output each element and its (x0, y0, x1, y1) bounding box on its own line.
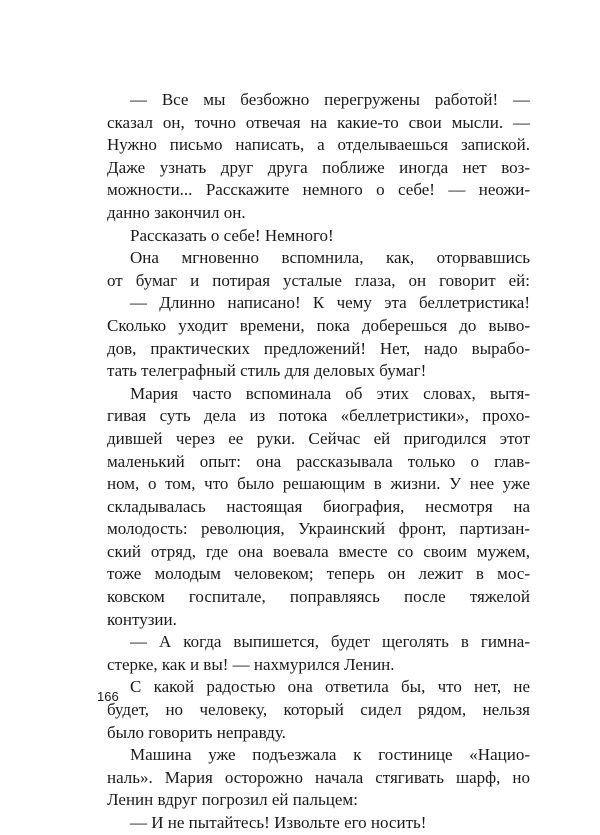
text-line: данно закончил он. (107, 202, 246, 222)
text-line: было говорить неправду. (107, 722, 286, 742)
text-line: наль». Мария осторожно начала стягивать шарф, но (107, 767, 530, 787)
text-line: гивая суть дела из потока «беллетристики», прохо- (107, 406, 530, 426)
body-text (107, 89, 530, 835)
text-line: можности... Расскажите немного о себе! — неожи- (107, 180, 530, 200)
text-line: Сколько уходит времени, пока доберешься до выво- (107, 315, 530, 335)
text-line: стерке, как и вы! — нахмурился Ленин. (107, 654, 395, 674)
text-line: — Все мы безбожно перегружены работой! — (130, 90, 530, 109)
text-line: будет, но человеку, который сидел рядом, нельзя (107, 700, 530, 720)
text-line: Мария часто вспоминала об этих словах, вытя- (130, 383, 530, 403)
text-line: — Длинно написано! К чему эта беллетристика! (130, 293, 530, 313)
text-line: Ленин вдруг погрозил ей пальцем: (107, 790, 358, 810)
text-line: тать телеграфный стиль для деловых бумаг! (107, 361, 427, 381)
text-line: контузии. (107, 609, 177, 629)
text-line: С какой радостью она ответила бы, что нет, не (130, 677, 530, 697)
text-line: — И не пытайтесь! Извольте его носить! (130, 813, 427, 832)
text-line: ский отряд, где она воевала вместе со своим мужем, (107, 541, 530, 561)
text-line: сказал он, точно отвечая на какие-то свои мысли. — (107, 112, 530, 132)
text-line: ном, о том, что было решающим в жизни. У нее уже (107, 474, 530, 494)
text-line: Нужно письмо написать, а отделываешься запиской. (107, 135, 530, 155)
text-line: дов, практических предложений! Нет, надо вырабо- (107, 338, 530, 358)
text-line: Даже узнать друг друга поближе иногда нет воз- (107, 157, 530, 177)
text-line: Рассказать о себе! Немного! (130, 225, 334, 245)
text-line: дившей через ее руки. Сейчас ей пригодился этот (107, 428, 530, 448)
text-line: складывалась настоящая биография, несмотря на (107, 496, 530, 516)
text-line: маленький опыт: она рассказывала только о глав- (107, 451, 530, 471)
text-line: молодость: революция, Украинский фронт, партизан- (107, 519, 530, 539)
text-line: Машина уже подъезжала к гостинице «Нацио- (130, 745, 530, 765)
text-line: тоже молодым человеком; теперь он лежит в мос- (107, 564, 530, 584)
text-line: ковском госпитале, поправляясь после тяжелой (107, 587, 530, 607)
text-line: Она мгновенно вспомнила, как, оторвавшись (130, 248, 530, 268)
text-line: — А когда выпишется, будет щеголять в гимна- (130, 632, 530, 652)
text-line: от бумаг и потирая усталые глаза, он говорит ей: (107, 270, 530, 290)
page-number: 166 (97, 689, 119, 704)
